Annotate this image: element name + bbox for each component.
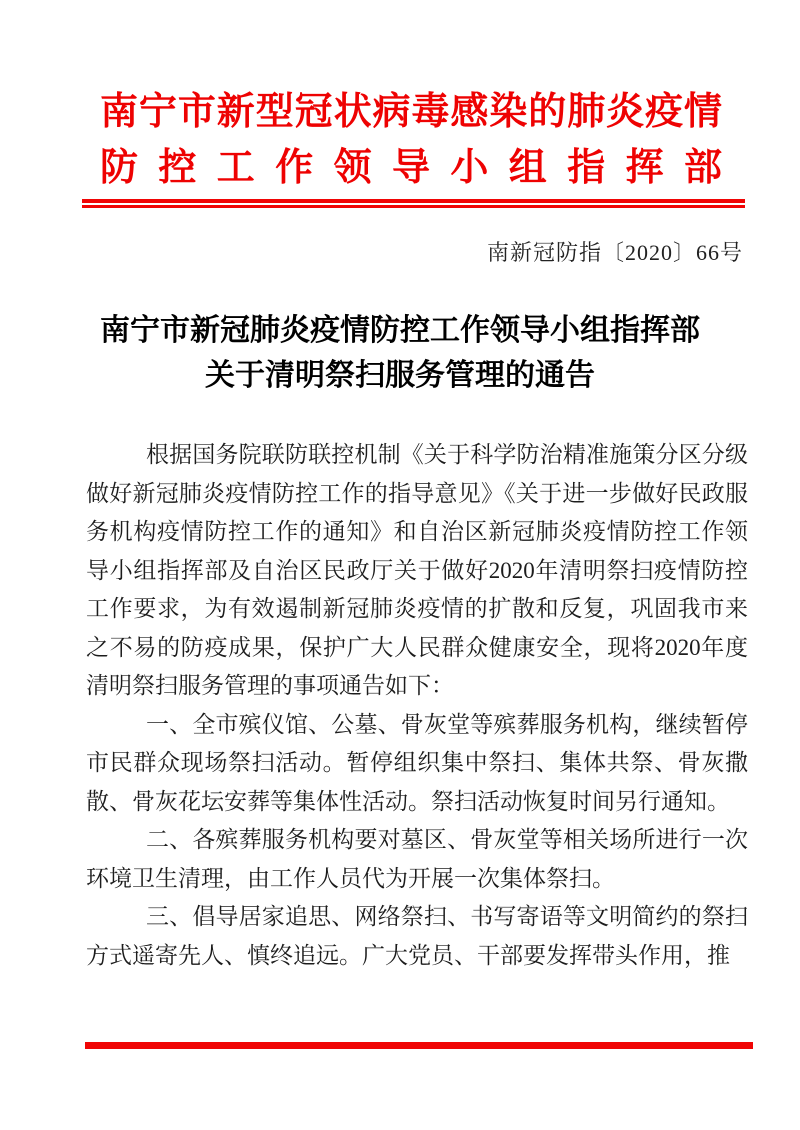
notice-title-line-1: 南宁市新冠肺炎疫情防控工作领导小组指挥部	[100, 314, 700, 347]
notice-title	[70, 308, 730, 398]
body-paragraph-item-1: 一、全市殡仪馆、公墓、骨灰堂等殡葬服务机构，继续暂停市民群众现场祭扫活动。暂停组织集中祭扫、集体共祭、骨灰撒散、骨灰花坛安葬等集体性活动。祭扫活动恢复时间另行通知。	[86, 711, 748, 814]
document-number: 南新冠防指〔2020〕66号	[486, 240, 743, 265]
body-paragraph-item-2: 二、各殡葬服务机构要对墓区、骨灰堂等相关场所进行一次环境卫生清理，由工作人员代为开展一次集体祭扫。	[86, 827, 748, 891]
notice-title-line-2: 关于清明祭扫服务管理的通告	[205, 359, 595, 392]
footer-rule	[85, 1042, 753, 1049]
body-paragraph-item-3: 三、倡导居家追思、网络祭扫、书写寄语等文明简约的祭扫方式遥寄先人、慎终追远。广大党员、干部要发挥带头作用，推	[86, 904, 748, 968]
letterhead-line-2: 防控工作领导小组指挥部	[100, 147, 722, 189]
double-rule-divider	[82, 199, 745, 208]
notice-body	[86, 436, 748, 975]
letterhead	[100, 84, 722, 196]
letterhead-line-1: 南宁市新型冠状病毒感染的肺炎疫情	[100, 91, 722, 133]
body-paragraph-intro: 根据国务院联防联控机制《关于科学防治精准施策分区分级做好新冠肺炎疫情防控工作的指导意见》《关于进一步做好民政服务机构疫情防控工作的通知》和自治区新冠肺炎疫情防控工作领导小组指挥部及自治区民政厅关于做好2020年清明祭扫疫情防控工作要求，为有效遏制新冠肺炎疫情的扩散和反复，巩固我市来之不易的防疫成果，保护广大人民群众健康安全，现将2020年度清明祭扫服务管理的事项通告如下：	[86, 442, 748, 698]
